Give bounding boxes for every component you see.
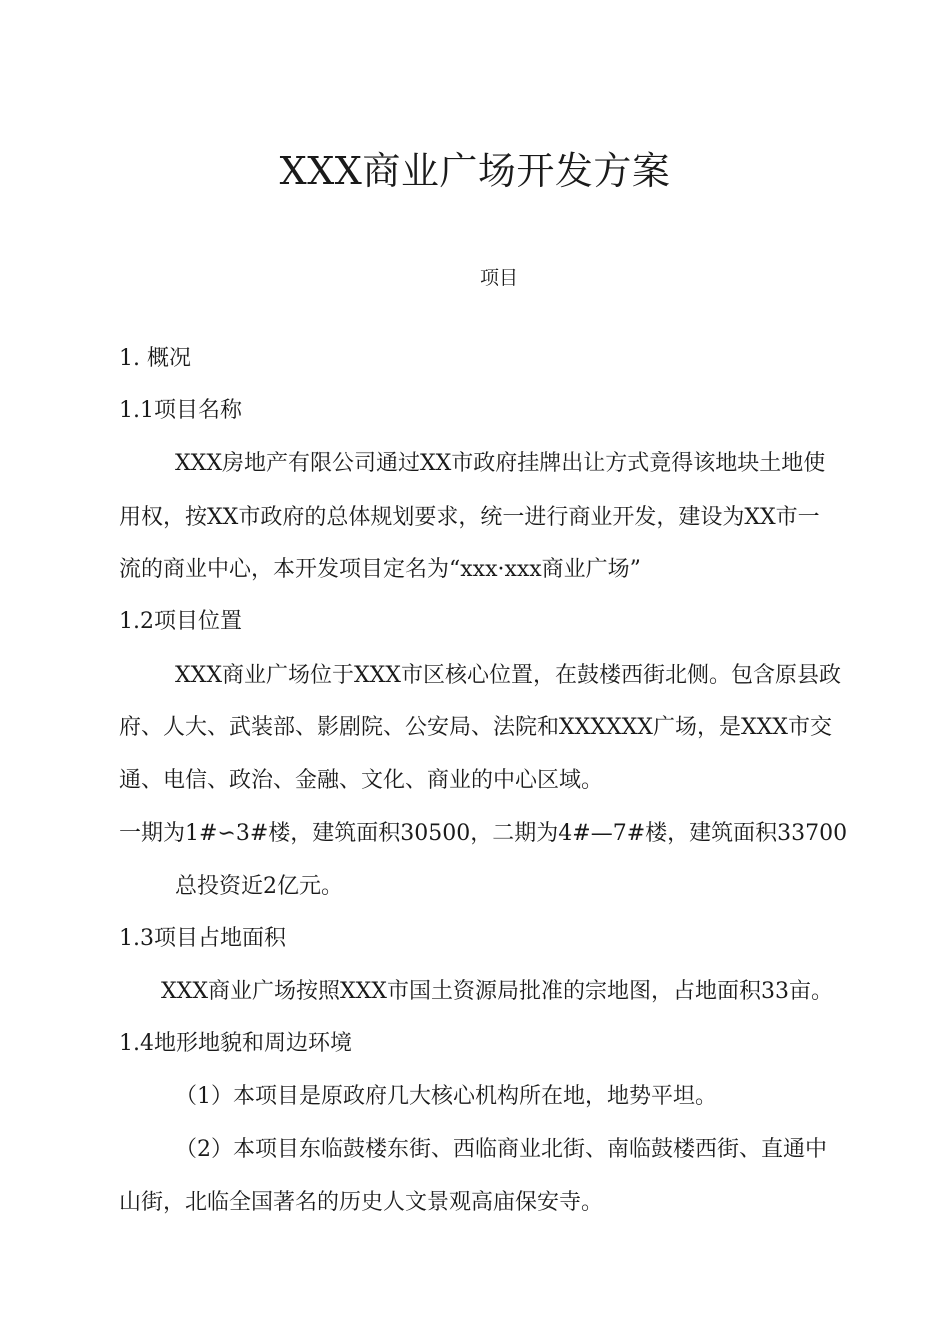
paragraph-line: 流的商业中心，本开发项目定名为“xxx·xxx商业广场” (119, 557, 641, 582)
section-heading-location: 1.2项目位置 (119, 609, 242, 634)
paragraph-line: （2）本项目东临鼓楼东街、西临商业北街、南临鼓楼西街、直通中 (175, 1137, 827, 1162)
paragraph-line: XXX房地产有限公司通过XX市政府挂牌出让方式竟得该地块土地使 (175, 451, 826, 476)
document-title: XXX商业广场开发方案 (279, 149, 671, 193)
section-heading-overview: 1. 概况 (119, 346, 191, 371)
paragraph-line: 总投资近2亿元。 (175, 874, 343, 899)
document-subtitle: 项目 (479, 267, 518, 289)
paragraph-line: 山街，北临全国著名的历史人文景观高庙保安寺。 (119, 1190, 604, 1215)
paragraph-line: 通、电信、政治、金融、文化、商业的中心区域。 (119, 768, 604, 793)
paragraph-line: 用权，按XX市政府的总体规划要求，统一进行商业开发，建设为XX市一 (119, 505, 820, 530)
paragraph-line: XXX商业广场按照XXX市国土资源局批准的宗地图，占地面积33亩。 (161, 979, 833, 1004)
section-heading-terrain: 1.4地形地貌和周边环境 (119, 1031, 352, 1056)
paragraph-line: XXX商业广场位于XXX市区核心位置，在鼓楼西街北侧。包含原县政 (175, 663, 841, 688)
paragraph-line: 府、人大、武装部、影剧院、公安局、法院和XXXXXX广场，是XXX市交 (119, 715, 832, 740)
section-heading-land-area: 1.3项目占地面积 (119, 926, 286, 951)
paragraph-line: 一期为1#∽3#楼，建筑面积30500，二期为4#—7#楼，建筑面积33700 (119, 821, 848, 846)
paragraph-line: （1）本项目是原政府几大核心机构所在地，地势平坦。 (175, 1084, 717, 1109)
section-heading-project-name: 1.1项目名称 (119, 398, 242, 423)
